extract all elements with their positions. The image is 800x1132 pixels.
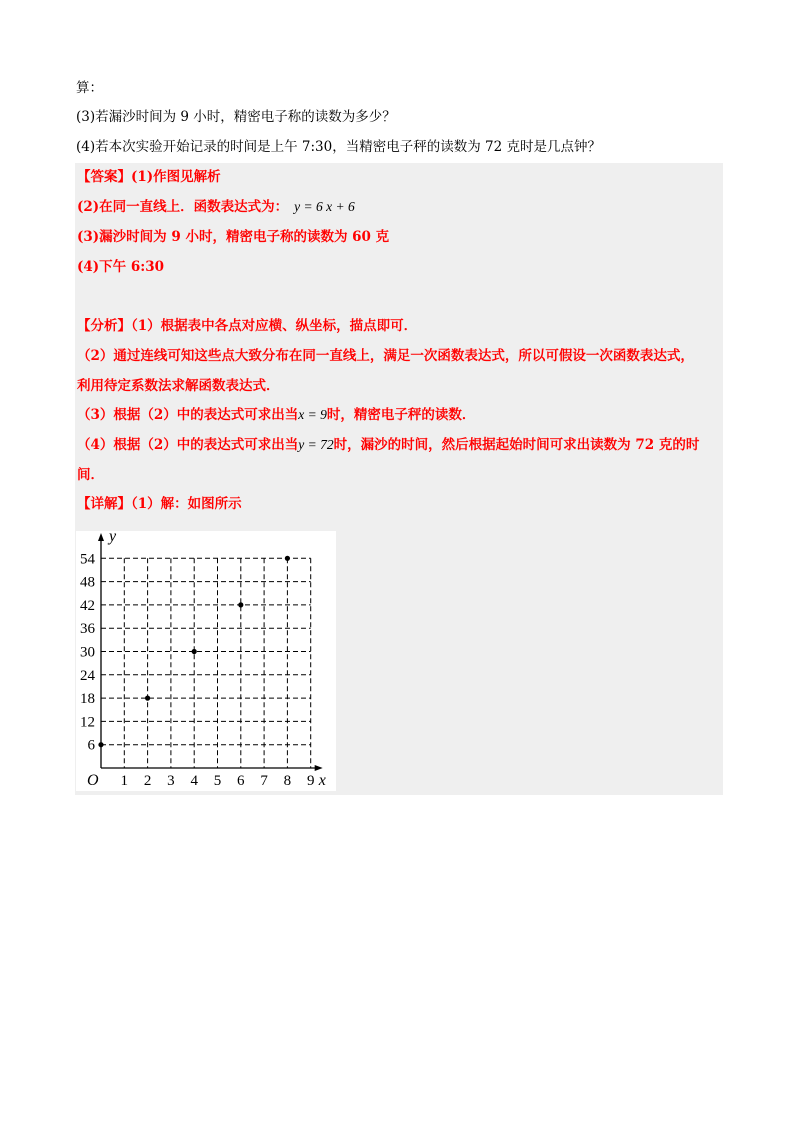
data-point-0-1 bbox=[145, 696, 150, 701]
answer-line-1 bbox=[77, 168, 221, 186]
x-axis-arrow bbox=[315, 765, 323, 771]
y-axis-arrow bbox=[98, 533, 104, 541]
answer-2-text: (2)在同一直线上．函数表达式为： bbox=[77, 199, 289, 215]
answer-3: (3)漏沙时间为 9 小时，精密电子称的读数为 60 克 bbox=[77, 229, 390, 245]
detail-line bbox=[77, 495, 242, 513]
x-tick-label-2: 3 bbox=[167, 773, 175, 789]
y-tick-label-2: 18 bbox=[80, 691, 95, 708]
y-tick-label-4: 30 bbox=[80, 644, 95, 661]
y-tick-label-3: 24 bbox=[80, 667, 95, 684]
analysis-4-prefix: （4）根据（2）中的表达式可求出当 bbox=[77, 437, 299, 453]
x-tick-label-8: 9 bbox=[306, 773, 315, 789]
answer-4: (4)下午 6:30 bbox=[77, 259, 165, 275]
x-tick-label-4: 5 bbox=[213, 773, 222, 789]
analysis-4-line-2: 间． bbox=[77, 467, 104, 483]
scatter-chart bbox=[76, 531, 336, 791]
analysis-4-math: y = 72 bbox=[298, 437, 334, 452]
data-point-0-2 bbox=[192, 649, 197, 654]
analysis-line-1 bbox=[77, 317, 417, 335]
x-tick-label-7: 8 bbox=[283, 773, 292, 789]
analysis-4-line-1 bbox=[77, 436, 699, 454]
y-tick-label-6: 42 bbox=[80, 597, 95, 614]
y-tick-label-8: 54 bbox=[80, 551, 95, 568]
answer-line-2 bbox=[77, 198, 355, 216]
analysis-3-prefix: （3）根据（2）中的表达式可求出当 bbox=[77, 407, 299, 423]
answer-2-formula: y = 6 x + 6 bbox=[294, 199, 355, 214]
x-tick-label-6: 7 bbox=[260, 773, 268, 789]
analysis-3 bbox=[77, 406, 475, 424]
detail-text: （1）解：如图所示 bbox=[131, 496, 242, 512]
y-tick-label-5: 36 bbox=[80, 621, 95, 638]
question-4: (4)若本次实验开始记录的时间是上午 7:30，当精密电子秤的读数为 72 克时是几点钟？ bbox=[76, 139, 601, 155]
data-point-0-4 bbox=[285, 556, 290, 561]
y-tick-label-0: 6 bbox=[87, 737, 95, 754]
x-tick-label-0: 1 bbox=[120, 773, 129, 789]
analysis-3-math: x = 9 bbox=[298, 407, 327, 422]
analysis-1: （1）根据表中各点对应横、纵坐标，描点即可． bbox=[131, 318, 418, 334]
question-3: (3)若漏沙时间为 9 小时，精密电子称的读数为多少？ bbox=[76, 109, 396, 125]
analysis-3-suffix: 时，精密电子秤的读数． bbox=[326, 407, 476, 423]
data-point-0-0 bbox=[98, 742, 103, 747]
y-tick-label-1: 12 bbox=[80, 714, 95, 731]
data-point-0-3 bbox=[238, 602, 243, 607]
detail-heading: 【详解】 bbox=[77, 496, 131, 512]
y-tick-label-7: 48 bbox=[80, 574, 95, 591]
origin-label: O bbox=[87, 772, 99, 789]
question-lead-text: 算： bbox=[76, 80, 103, 96]
analysis-heading: 【分析】 bbox=[77, 318, 131, 334]
x-axis-label: x bbox=[318, 772, 326, 789]
analysis-4-suffix: 时，漏沙的时间，然后根据起始时间可求出读数为 72 克的时 bbox=[333, 437, 700, 453]
x-tick-label-5: 6 bbox=[237, 773, 245, 789]
x-tick-label-3: 4 bbox=[190, 773, 198, 789]
y-axis-label: y bbox=[109, 531, 117, 545]
analysis-2-line-2: 利用待定系数法求解函数表达式． bbox=[77, 378, 280, 394]
x-tick-label-1: 2 bbox=[143, 773, 152, 789]
answer-heading: 【答案】 bbox=[77, 169, 131, 185]
analysis-2-line-1: （2）通过连线可知这些点大致分布在同一直线上，满足一次函数表达式，所以可假设一次函数表达式， bbox=[77, 348, 694, 364]
coordinate-graph bbox=[76, 531, 336, 791]
answer-1: (1)作图见解析 bbox=[131, 169, 221, 185]
